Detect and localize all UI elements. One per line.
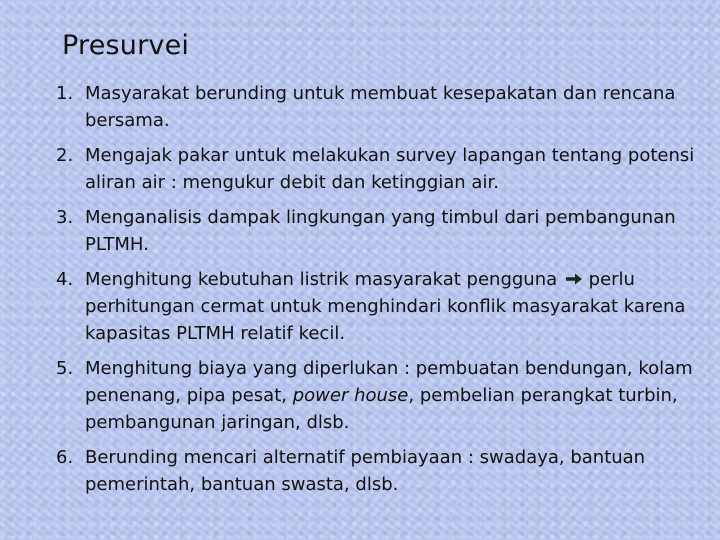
list-item-number: 4. (56, 269, 74, 290)
italic-term: power house (292, 385, 409, 406)
list-item-text: Menganalisis dampak lingkungan yang timbul dari pembangunan PLTMH. (85, 207, 676, 255)
list-item (56, 355, 696, 436)
list-item (56, 266, 696, 347)
list-item (56, 444, 696, 498)
list-item-number: 2. (56, 145, 74, 166)
numbered-list (56, 80, 696, 506)
right-arrow-icon (565, 272, 583, 286)
list-item-number: 3. (56, 207, 74, 228)
list-item-number: 6. (56, 447, 74, 468)
list-item-text: Mengajak pakar untuk melakukan survey lapangan tentang potensi aliran air : mengukur debit dan ketinggian air. (85, 145, 695, 193)
list-item (56, 80, 696, 134)
list-item-number: 5. (56, 358, 74, 379)
list-item-text-before-arrow: Menghitung kebutuhan listrik masyarakat pengguna (85, 269, 558, 290)
list-item-number: 1. (56, 83, 74, 104)
list-item-text: Masyarakat berunding untuk membuat kesepakatan dan rencana bersama. (85, 83, 676, 131)
list-item-text: Berunding mencari alternatif pembiayaan : swadaya, bantuan pemerintah, bantuan swasta, dlsb. (85, 447, 646, 495)
list-item-text-after-italic: , pembelian perangkat turbin, pembangunan jaringan, dlsb. (85, 385, 678, 433)
list-item-text-after-arrow: perlu perhitungan cermat untuk menghindari konflik masyarakat karena kapasitas PLTMH relatif kecil. (85, 269, 686, 344)
slide-title: Presurvei (62, 30, 190, 61)
list-item (56, 142, 696, 196)
list-item-text-before-italic: Menghitung biaya yang diperlukan : pembuatan bendungan, kolam penenang, pipa pesat, (85, 358, 693, 406)
list-item (56, 204, 696, 258)
